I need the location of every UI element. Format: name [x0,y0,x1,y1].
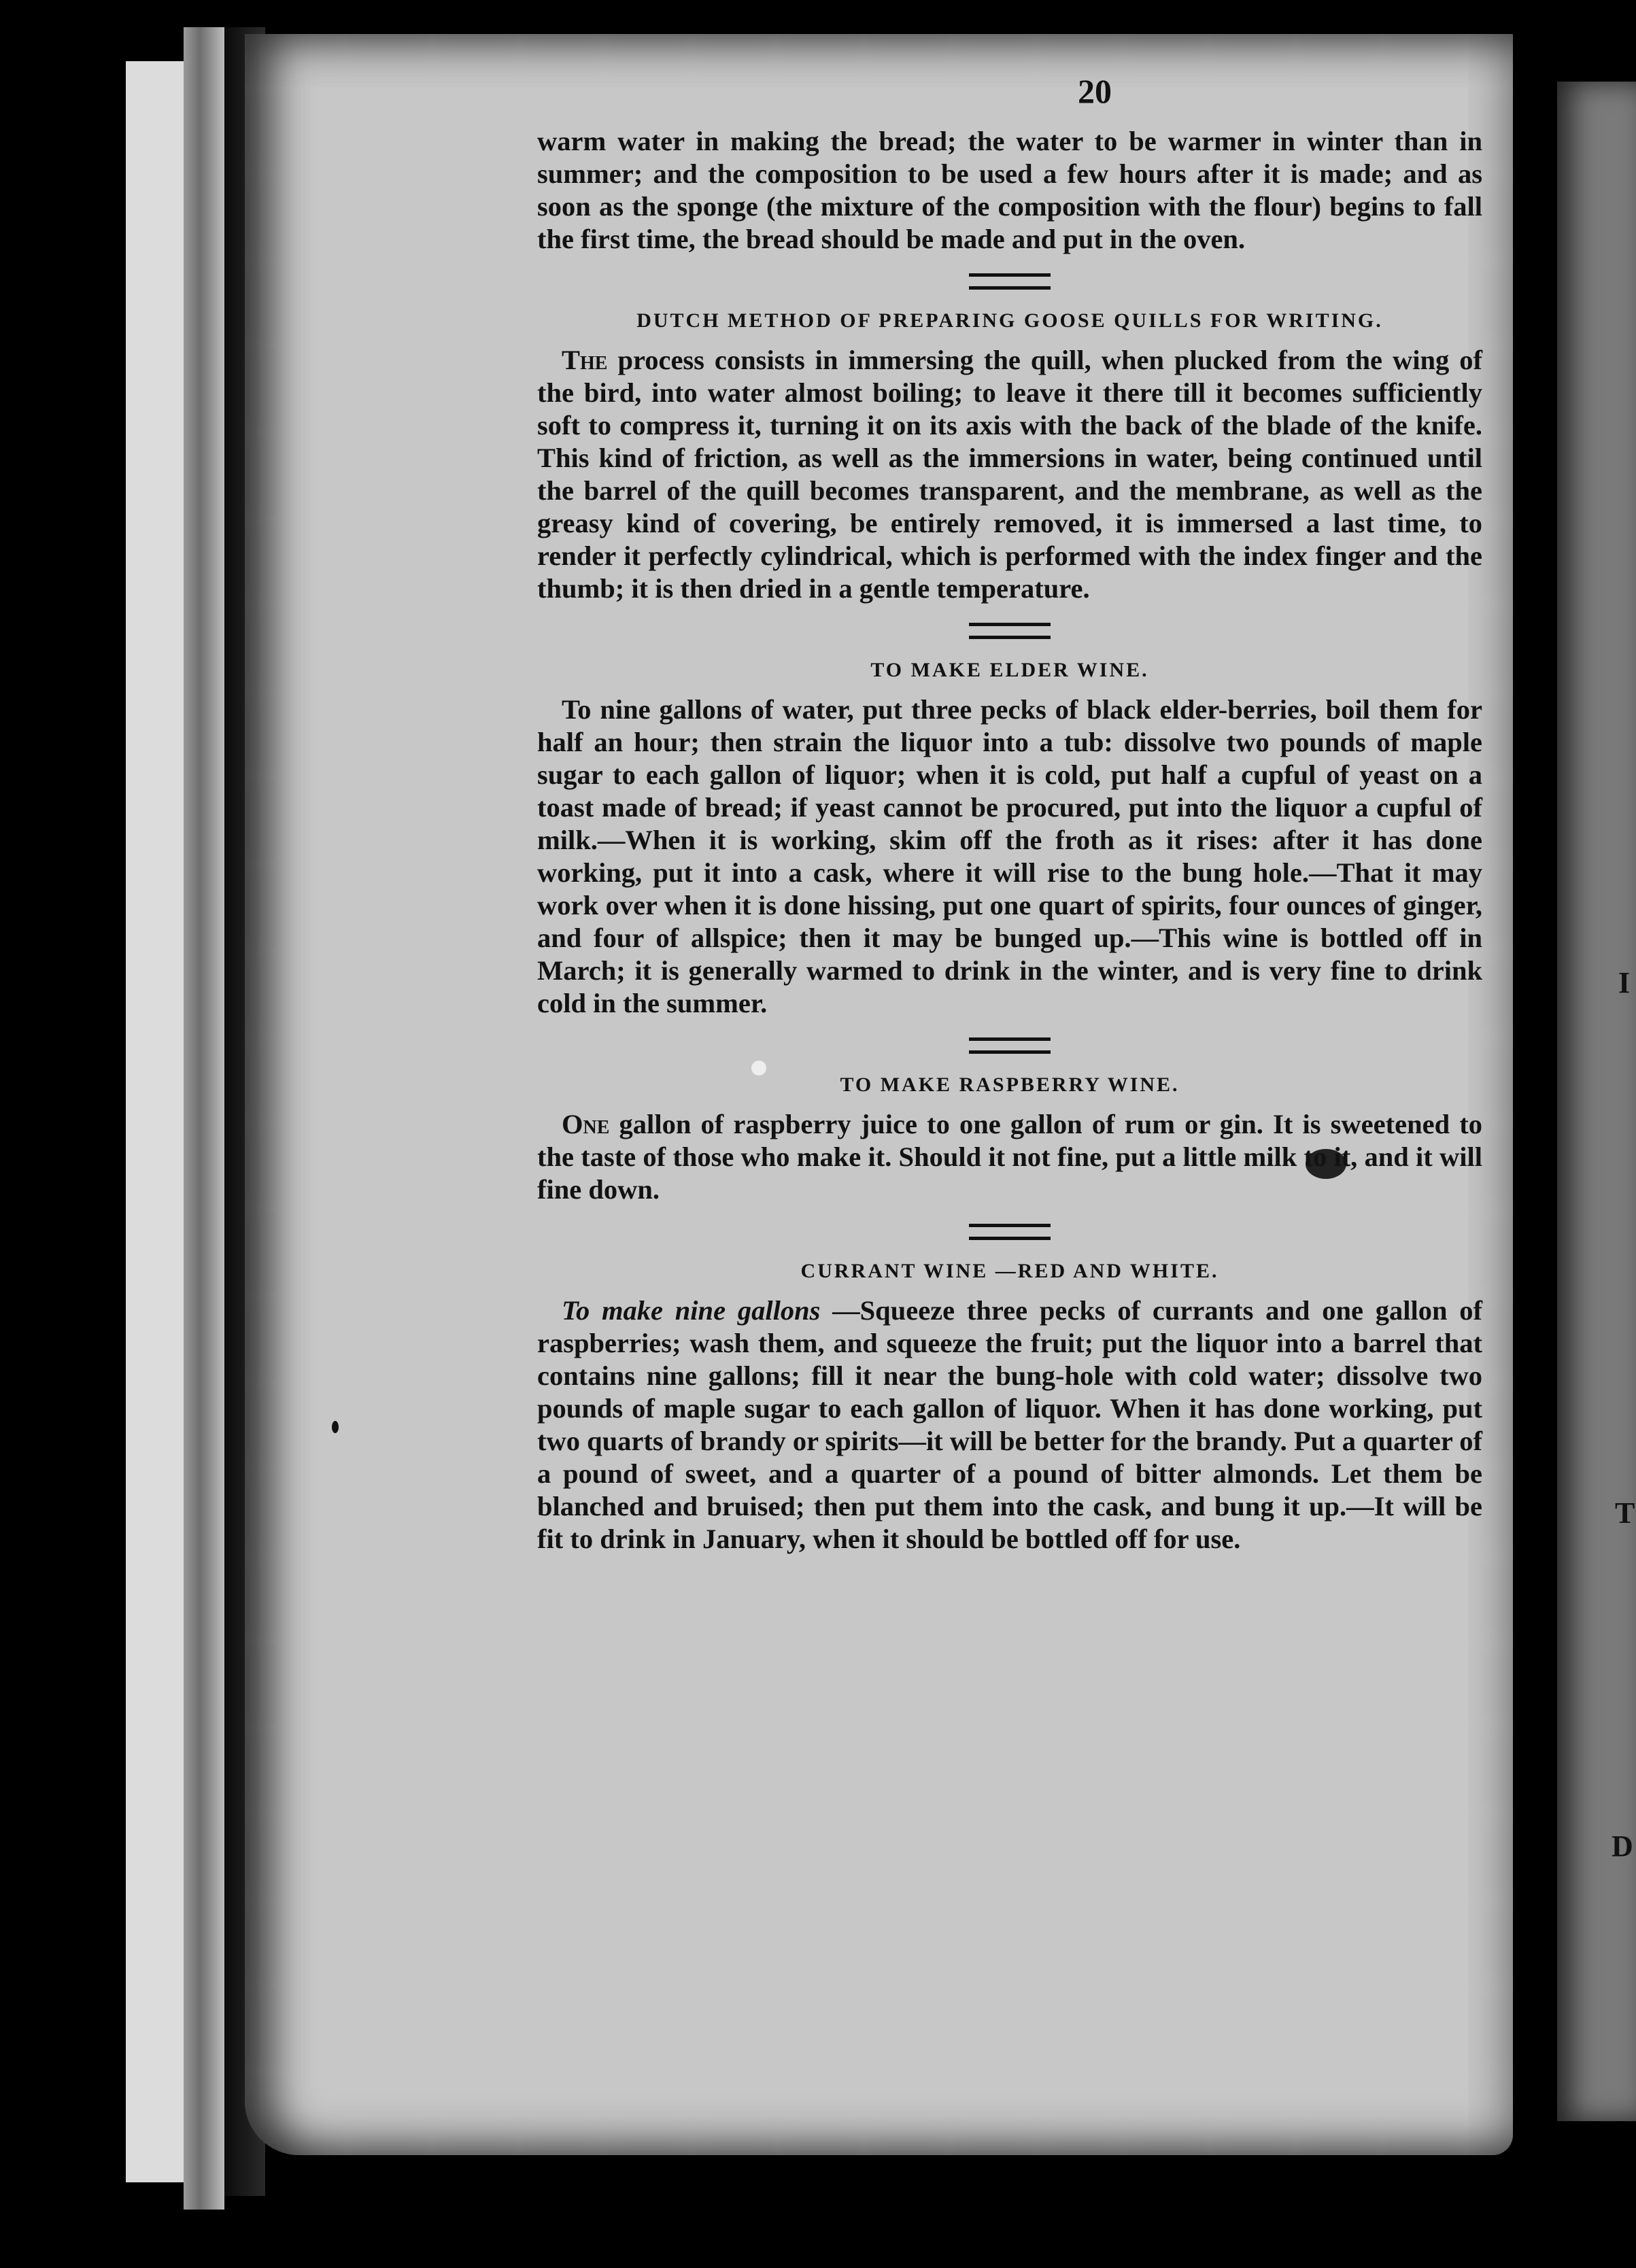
section-heading-raspberry-wine: TO MAKE RASPBERRY WINE. [840,1073,1180,1096]
section-lead-phrase: To make nine gallons [562,1295,821,1326]
section-body-text: —Squeeze three pecks of currants and one gallon of raspberries; wash them, and squeeze the fruit; put the liquor into a barrel that contains nine gallons; fill it near the bung-hole with cold water; dissolve two pounds of maple sugar to each gallon of liquor. When it has done working, put two quarts of brandy or spirits—it will be better for the brandy. Put a quarter of a pound of sweet, and a quarter of a pound of bitter almonds. Let them be blanched and bruised; then put them into the cask, and bung it up.—It will be fit to drink in January, when it should be bottled off for use. [537,1295,1482,1554]
facing-page-letter: T [1615,1496,1635,1530]
section-body-raspberry-wine [537,1108,1482,1206]
facing-page-letter: D [1612,1829,1633,1863]
section-body-text: process consists in immersing the quill, when plucked from the wing of the bird, into water almost boiling; to leave it there till it becomes sufficiently soft to compress it, turning it on its axis with the back of the blade of the knife. This kind of friction, as well as the immersions in water, being continued until the barrel of the quill becomes transparent, and the membrane, as well as the greasy kind of covering, be entirely removed, it is immersed a last time, to render it perfectly cylindrical, which is performed with the index finger and the thumb; it is then dried in a gentle temperature. [537,345,1482,604]
facing-page-edge [1557,82,1636,2121]
section-lead-word: One [562,1109,610,1139]
section-heading-currant-wine: CURRANT WINE —RED AND WHITE. [800,1260,1219,1282]
section-body-currant-wine [537,1294,1482,1556]
section-body-elder-wine [537,693,1482,1020]
section-heading-goose-quills: DUTCH METHOD OF PREPARING GOOSE QUILLS FOR WRITING. [636,309,1383,332]
section-body-text: gallon of raspberry juice to one gallon of rum or gin. It is sweetened to the taste of those who make it. Should it not fine, put a little milk to it, and it will fine down. [537,1109,1482,1205]
continued-paragraph: warm water in making the bread; the water to be warmer in winter than in summer; and the composition to be used a few hours after it is made; and as soon as the sponge (the mixture of the composition with the flour) begins to fall the first time, the bread should be made and put in the oven. [537,126,1482,254]
section-divider [969,623,1051,639]
section-divider [969,273,1051,290]
section-lead-word: To [562,694,592,725]
section-heading-elder-wine: TO MAKE ELDER WINE. [870,659,1149,681]
binding-edge [184,27,224,2210]
facing-page-letter: I [1618,966,1631,999]
section-divider [969,1224,1051,1240]
section-divider [969,1037,1051,1054]
ink-speck [332,1421,339,1433]
page-text [537,72,1482,1556]
page-number: 20 [1078,72,1112,110]
section-lead-word: The [562,345,608,375]
section-body-text: nine gallons of water, put three pecks of black elder-berries, boil them for half an hour; then strain the liquor into a tub: dissolve two pounds of maple sugar to each gallon of liquor; when it is cold, put half a cupful of yeast on a toast made of bread; if yeast cannot be procured, put into the liquor a cupful of milk.—When it is working, skim off the froth as it rises: after it has done working, put it into a cask, where it will rise to the bung hole.—That it may work over when it is done hissing, put one quart of spirits, four ounces of ginger, and four of allspice; then it may be bunged up.—This wine is bottled off in March; it is generally warmed to drink in the winter, and is very fine to drink cold in the summer. [537,694,1482,1018]
section-body-goose-quills [537,344,1482,605]
